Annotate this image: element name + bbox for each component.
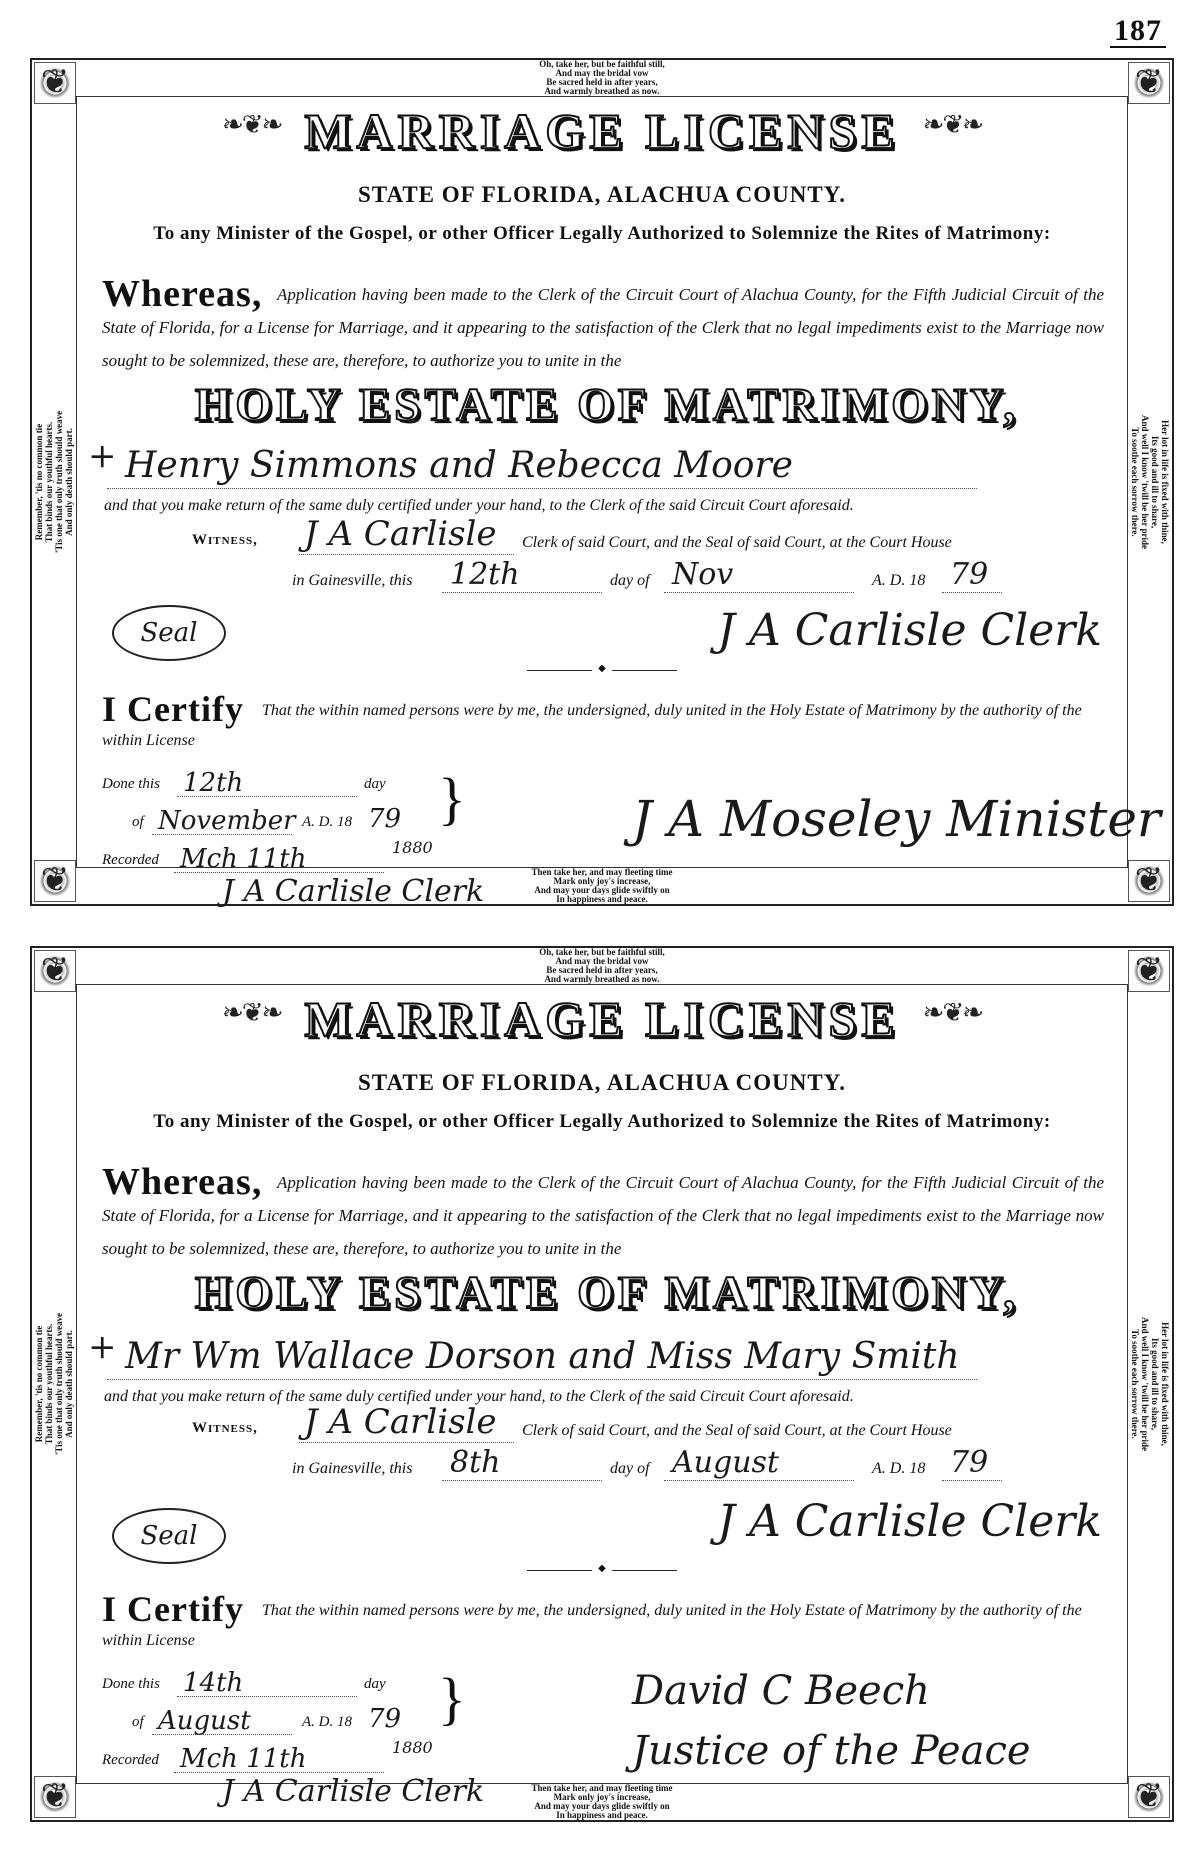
day-of-label: day of bbox=[610, 572, 650, 589]
whereas-heading: Whereas, bbox=[102, 273, 263, 315]
divider bbox=[527, 1570, 677, 1571]
issue-year: 79 bbox=[950, 1445, 989, 1480]
clerk-signature: J A Carlisle Clerk bbox=[717, 1496, 1102, 1547]
witness-signature: J A Carlisle bbox=[304, 514, 497, 554]
certify-heading: I Certify bbox=[102, 689, 244, 729]
certify-text: That the within named persons were by me, the undersigned, duly united in the Holy Estate of Matrimony by the authority of the within License bbox=[102, 702, 1082, 749]
issue-day: 8th bbox=[450, 1445, 501, 1480]
marriage-license-1 bbox=[30, 58, 1174, 909]
done-day: 14th bbox=[183, 1668, 244, 1698]
recorded-signature: J A Carlisle Clerk bbox=[222, 874, 485, 909]
whereas-text: Application having been made to the Clerk of the Circuit Court of Alachua County, for the Fifth Judicial Circuit of the State of Florida, for a License for Marriage, and it appearing to the satisfaction of the Clerk that no legal impediments exist to the Marriage now sought to be solemnized, these are, therefore, to authorize you to unite in the bbox=[102, 1173, 1104, 1258]
issue-year: 79 bbox=[950, 557, 989, 592]
corner-ornament-icon: ❦ bbox=[1128, 860, 1170, 902]
issue-year-field bbox=[942, 557, 1002, 593]
ad-short-label: A. D. 18 bbox=[302, 1714, 352, 1730]
recorded-date: Mch 11th bbox=[180, 844, 307, 874]
issue-day-field bbox=[442, 557, 602, 593]
recorded-date-field bbox=[174, 846, 384, 873]
recorded-date-field bbox=[174, 1746, 384, 1773]
witness-signature-field bbox=[299, 1402, 514, 1443]
witness-signature-field bbox=[299, 514, 514, 555]
left-verse: Remember, 'tis no common tie That binds our youthful hearts. 'Tis one that only truth should weave And only death should part. bbox=[34, 1312, 74, 1456]
corner-ornament-icon: ❦ bbox=[34, 1776, 76, 1818]
completion-block bbox=[102, 766, 485, 920]
cross-mark: + bbox=[88, 436, 117, 476]
day-label: day bbox=[364, 1676, 386, 1692]
done-year: 79 bbox=[368, 804, 402, 834]
salutation: To any Minister of the Gospel, or other Officer Legally Authorized to Solemnize the Rites of Matrimony: bbox=[153, 1111, 1051, 1132]
ad-short-label: A. D. 18 bbox=[302, 814, 352, 830]
state-county-line: STATE OF FLORIDA, ALACHUA COUNTY. bbox=[358, 182, 846, 207]
done-month-field bbox=[152, 1708, 292, 1735]
day-label: day bbox=[364, 776, 386, 792]
top-verse: Oh, take her, but be faithful still, And may the bridal vow Be sacred held in after years, And warmly breathed as now. bbox=[539, 947, 665, 984]
witness-text: Clerk of said Court, and the Seal of said Court, at the Court House bbox=[522, 1422, 952, 1439]
right-verse: Her lot in life is fixed with thine, Its good and ill to share, And well I know 'twill be her pride To soothe each sorrow there. bbox=[1130, 414, 1170, 550]
issue-month-field bbox=[664, 1445, 854, 1481]
holy-estate-heading: HOLY ESTATE OF MATRIMONY, bbox=[194, 379, 1020, 431]
issue-date-row bbox=[292, 1445, 1112, 1484]
scroll-ornament-icon: ❧❦❧ bbox=[222, 998, 282, 1027]
corner-ornament-icon: ❦ bbox=[34, 62, 76, 104]
recorded-signature: J A Carlisle Clerk bbox=[222, 1774, 485, 1809]
certify-text: That the within named persons were by me, the undersigned, duly united in the Holy Estate of Matrimony by the authority of the within License bbox=[102, 1602, 1082, 1649]
corner-ornament-icon: ❦ bbox=[1128, 950, 1170, 992]
couple-names: Mr Wm Wallace Dorson and Miss Mary Smith bbox=[125, 1336, 960, 1377]
witness-label: Witness, bbox=[192, 1420, 258, 1436]
issue-day-field bbox=[442, 1445, 602, 1481]
whereas-heading: Whereas, bbox=[102, 1161, 263, 1203]
completion-block bbox=[102, 1666, 485, 1820]
certify-heading: I Certify bbox=[102, 1589, 244, 1629]
witness-signature: J A Carlisle bbox=[304, 1402, 497, 1442]
ad-label: A. D. 18 bbox=[872, 572, 926, 589]
recorded-label: Recorded bbox=[102, 1752, 159, 1768]
holy-estate-heading: HOLY ESTATE OF MATRIMONY, bbox=[194, 1267, 1020, 1319]
officiant-title: Justice of the Peace bbox=[632, 1728, 1031, 1774]
top-verse: Oh, take her, but be faithful still, And may the bridal vow Be sacred held in after years, And warmly breathed as now. bbox=[539, 59, 665, 96]
corner-ornament-icon: ❦ bbox=[1128, 1776, 1170, 1818]
brace: } bbox=[438, 1666, 466, 1731]
page-number: 187 bbox=[1114, 14, 1162, 47]
corner-ornament-icon: ❦ bbox=[1128, 62, 1170, 104]
done-year: 79 bbox=[368, 1704, 402, 1734]
scroll-ornament-icon: ❧❦❧ bbox=[922, 998, 982, 1027]
salutation: To any Minister of the Gospel, or other Officer Legally Authorized to Solemnize the Rites of Matrimony: bbox=[153, 223, 1051, 244]
recorded-year: 1880 bbox=[392, 1738, 433, 1757]
bottom-verse: Then take her, and may fleeting time Mark only joy's increase, And may your days glide swiftly on In happiness and peace. bbox=[531, 867, 673, 904]
state-county-line: STATE OF FLORIDA, ALACHUA COUNTY. bbox=[358, 1070, 846, 1095]
officiant-signature: David C Beech bbox=[632, 1668, 930, 1714]
marriage-license-2 bbox=[30, 946, 1174, 1822]
issue-month-field bbox=[664, 557, 854, 593]
clerk-signature: J A Carlisle Clerk bbox=[717, 605, 1102, 656]
of-label: of bbox=[132, 814, 144, 830]
done-month-field bbox=[152, 806, 296, 836]
whereas-text: Application having been made to the Clerk of the Circuit Court of Alachua County, for the Fifth Judicial Circuit of the State of Florida, for a License for Marriage, and it appearing to the satisfaction of the Clerk that no legal impediments exist to the Marriage now sought to be solemnized, these are, therefore, to authorize you to unite in the bbox=[102, 285, 1104, 370]
done-month: August bbox=[158, 1706, 251, 1736]
recorded-date: Mch 11th bbox=[180, 1744, 307, 1774]
issue-day: 12th bbox=[450, 557, 520, 592]
scroll-ornament-icon: ❧❦❧ bbox=[222, 110, 282, 139]
issue-date-row bbox=[292, 557, 1112, 596]
done-day-field bbox=[177, 770, 357, 797]
witness-row bbox=[192, 514, 1112, 558]
return-text: and that you make return of the same duly certified under your hand, to the Clerk of the said Circuit Court aforesaid. bbox=[104, 1388, 854, 1405]
bottom-verse: Then take her, and may fleeting time Mark only joy's increase, And may your days glide swiftly on In happiness and peace. bbox=[531, 1783, 673, 1820]
left-verse: Remember, 'tis no common tie That binds our youthful hearts. 'Tis one that only truth should weave And only death should part. bbox=[34, 410, 74, 554]
officiant-signature: J A Moseley Minister bbox=[632, 790, 1161, 848]
done-this-label: Done this bbox=[102, 1676, 160, 1692]
witness-text: Clerk of said Court, and the Seal of said Court, at the Court House bbox=[522, 534, 952, 551]
couple-names: Henry Simmons and Rebecca Moore bbox=[125, 445, 793, 486]
divider bbox=[527, 670, 677, 671]
names-field bbox=[107, 1333, 977, 1380]
inner-border bbox=[76, 984, 1128, 1784]
recorded-year: 1880 bbox=[392, 838, 433, 857]
license-title: MARRIAGE LICENSE bbox=[304, 991, 900, 1047]
brace: } bbox=[438, 766, 466, 831]
done-month: November bbox=[158, 806, 296, 836]
done-day: 12th bbox=[183, 768, 244, 798]
in-gainesville-label: in Gainesville, this bbox=[292, 1460, 413, 1477]
scroll-ornament-icon: ❧❦❧ bbox=[922, 110, 982, 139]
corner-ornament-icon: ❦ bbox=[34, 950, 76, 992]
seal-mark: Seal bbox=[112, 605, 226, 661]
issue-year-field bbox=[942, 1445, 1002, 1481]
return-text: and that you make return of the same duly certified under your hand, to the Clerk of the said Circuit Court aforesaid. bbox=[104, 497, 854, 514]
recorded-label: Recorded bbox=[102, 852, 159, 868]
witness-row bbox=[192, 1402, 1112, 1446]
done-day-field bbox=[177, 1670, 357, 1697]
in-gainesville-label: in Gainesville, this bbox=[292, 572, 413, 589]
of-label: of bbox=[132, 1714, 144, 1730]
right-verse: Her lot in life is fixed with thine, Its good and ill to share, And well I know 'twill be her pride To soothe each sorrow there. bbox=[1130, 1316, 1170, 1452]
seal-mark: Seal bbox=[112, 1508, 226, 1564]
corner-ornament-icon: ❦ bbox=[34, 860, 76, 902]
issue-month: Nov bbox=[672, 557, 734, 592]
license-title: MARRIAGE LICENSE bbox=[304, 103, 900, 159]
cross-mark: + bbox=[88, 1327, 117, 1367]
done-this-label: Done this bbox=[102, 776, 160, 792]
ad-label: A. D. 18 bbox=[872, 1460, 926, 1477]
issue-month: August bbox=[672, 1445, 779, 1480]
names-field bbox=[107, 442, 977, 489]
day-of-label: day of bbox=[610, 1460, 650, 1477]
witness-label: Witness, bbox=[192, 532, 258, 548]
